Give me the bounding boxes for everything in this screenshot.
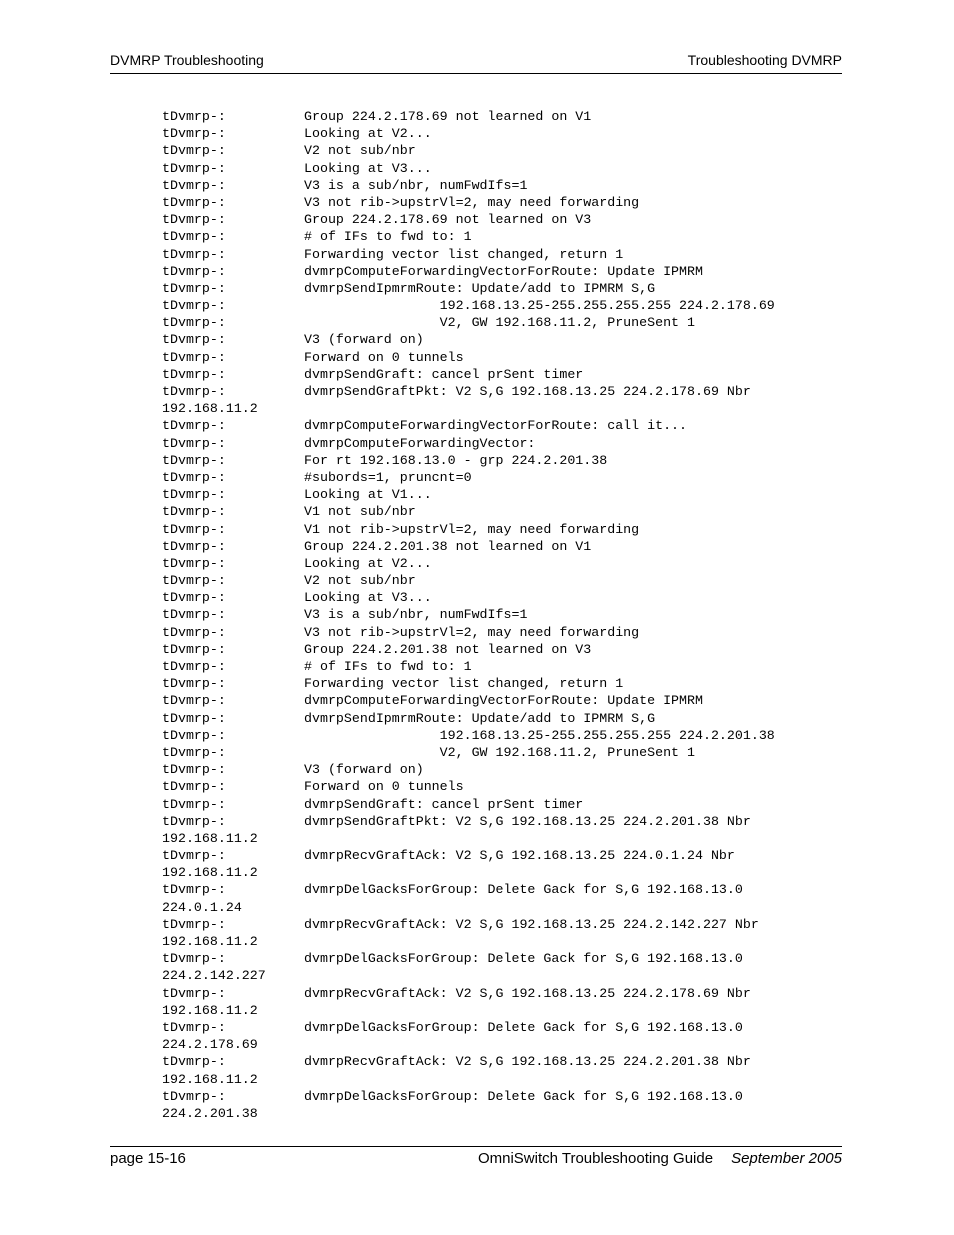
log-message: 224.0.1.24 [162, 899, 242, 915]
log-line [162, 641, 894, 658]
log-message: dvmrpSendGraft: cancel prSent timer [304, 366, 584, 382]
log-message: dvmrpSendIpmrmRoute: Update/add to IPMRM S,G [304, 710, 656, 726]
log-source: tDvmrp-: [162, 796, 226, 812]
log-source: tDvmrp-: [162, 487, 226, 503]
log-line [162, 555, 894, 572]
log-line [162, 796, 894, 813]
log-line [162, 1019, 894, 1036]
log-source: tDvmrp-: [162, 298, 226, 314]
log-line [162, 744, 894, 761]
log-line [162, 916, 894, 933]
log-message: 192.168.11.2 [162, 830, 258, 846]
log-source: tDvmrp-: [162, 951, 226, 967]
log-line [162, 228, 894, 245]
log-source: tDvmrp-: [162, 1019, 226, 1035]
log-line [162, 1053, 894, 1070]
log-line [162, 349, 894, 366]
log-line [162, 263, 894, 280]
header-rule [110, 73, 842, 74]
log-message: V3 not rib->upstrVl=2, may need forwarding [304, 194, 640, 210]
log-line [162, 486, 894, 503]
log-message: 192.168.11.2 [162, 401, 258, 417]
log-line [162, 933, 894, 950]
log-source: tDvmrp-: [162, 590, 226, 606]
log-line [162, 606, 894, 623]
log-message: Group 224.2.178.69 not learned on V3 [304, 212, 592, 228]
log-line [162, 950, 894, 967]
log-line [162, 211, 894, 228]
log-line [162, 1036, 894, 1053]
log-message: Looking at V2... [304, 126, 432, 142]
log-message: dvmrpSendGraft: cancel prSent timer [304, 796, 584, 812]
log-message: 192.168.11.2 [162, 1071, 258, 1087]
log-message: dvmrpRecvGraftAck: V2 S,G 192.168.13.25 224.2.201.38 Nbr [304, 1054, 751, 1070]
log-line [162, 400, 894, 417]
log-source: tDvmrp-: [162, 280, 226, 296]
page-footer [110, 1150, 842, 1172]
log-line [162, 280, 894, 297]
log-source: tDvmrp-: [162, 177, 226, 193]
log-line [162, 985, 894, 1002]
log-source: tDvmrp-: [162, 212, 226, 228]
log-source: tDvmrp-: [162, 315, 226, 331]
log-message: V1 not rib->upstrVl=2, may need forwarding [304, 521, 640, 537]
log-message: V2, GW 192.168.11.2, PruneSent 1 [304, 744, 695, 760]
log-source: tDvmrp-: [162, 229, 226, 245]
log-message: V3 is a sub/nbr, numFwdIfs=1 [304, 177, 528, 193]
log-message: 192.168.11.2 [162, 865, 258, 881]
log-line [162, 452, 894, 469]
log-line [162, 881, 894, 898]
log-source: tDvmrp-: [162, 607, 226, 623]
log-message: dvmrpDelGacksForGroup: Delete Gack for S,G 192.168.13.0 [304, 1019, 743, 1035]
log-line [162, 967, 894, 984]
log-line [162, 761, 894, 778]
log-message: V2, GW 192.168.11.2, PruneSent 1 [304, 315, 695, 331]
publication-date: September 2005 [731, 1150, 842, 1167]
log-message: dvmrpSendGraftPkt: V2 S,G 192.168.13.25 224.2.178.69 Nbr [304, 384, 751, 399]
log-line [162, 1071, 894, 1088]
log-line [162, 108, 894, 125]
log-line [162, 125, 894, 142]
log-message: Looking at V2... [304, 555, 432, 571]
log-line [162, 383, 894, 400]
log-source: tDvmrp-: [162, 659, 226, 674]
log-message: V3 not rib->upstrVl=2, may need forwarding [304, 624, 640, 640]
log-line [162, 521, 894, 538]
log-line [162, 572, 894, 589]
log-message: Forwarding vector list changed, return 1 [304, 676, 624, 692]
log-source: tDvmrp-: [162, 452, 226, 468]
log-source: tDvmrp-: [162, 848, 226, 864]
guide-title: OmniSwitch Troubleshooting Guide [477, 1150, 714, 1167]
log-message: V2 not sub/nbr [304, 143, 416, 159]
log-message: dvmrpRecvGraftAck: V2 S,G 192.168.13.25 224.2.142.227 Nbr [304, 916, 759, 932]
log-line [162, 589, 894, 606]
log-message: V3 (forward on) [304, 332, 424, 348]
log-source: tDvmrp-: [162, 504, 226, 520]
log-line [162, 503, 894, 520]
log-source: tDvmrp-: [162, 693, 226, 709]
log-message: Forward on 0 tunnels [304, 349, 464, 365]
log-message: 192.168.11.2 [162, 1002, 258, 1018]
log-source: tDvmrp-: [162, 349, 226, 365]
log-message: dvmrpComputeForwardingVector: [304, 435, 536, 451]
log-message: 224.2.201.38 [162, 1105, 258, 1121]
log-source: tDvmrp-: [162, 435, 226, 451]
log-line [162, 435, 894, 452]
log-source: tDvmrp-: [162, 882, 226, 898]
log-message: # of IFs to fwd to: 1 [304, 659, 472, 674]
log-source: tDvmrp-: [162, 916, 226, 932]
log-source: tDvmrp-: [162, 366, 226, 382]
log-source: tDvmrp-: [162, 985, 226, 1001]
log-source: tDvmrp-: [162, 246, 226, 262]
log-source: tDvmrp-: [162, 676, 226, 692]
log-message: V3 (forward on) [304, 762, 424, 778]
log-message: V3 is a sub/nbr, numFwdIfs=1 [304, 607, 528, 623]
log-line [162, 1105, 894, 1122]
log-message: V2 not sub/nbr [304, 573, 416, 589]
log-line [162, 177, 894, 194]
log-message: dvmrpDelGacksForGroup: Delete Gack for S,G 192.168.13.0 [304, 951, 743, 967]
log-message: #subords=1, pruncnt=0 [304, 469, 472, 485]
log-message: # of IFs to fwd to: 1 [304, 229, 472, 245]
log-source: tDvmrp-: [162, 641, 226, 657]
log-line [162, 847, 894, 864]
log-message: 224.2.142.227 [162, 968, 266, 984]
footer-guide-info [478, 1150, 842, 1167]
log-message: dvmrpComputeForwardingVectorForRoute: call it... [304, 418, 688, 434]
log-source: tDvmrp-: [162, 538, 226, 554]
log-message: dvmrpSendIpmrmRoute: Update/add to IPMRM S,G [304, 280, 656, 296]
header-chapter-title: Troubleshooting DVMRP [687, 52, 842, 68]
log-line [162, 658, 894, 675]
page-header [110, 50, 842, 74]
log-source: tDvmrp-: [162, 521, 226, 537]
log-message: Group 224.2.178.69 not learned on V1 [304, 109, 592, 124]
log-source: tDvmrp-: [162, 126, 226, 142]
log-line [162, 160, 894, 177]
log-message: dvmrpComputeForwardingVectorForRoute: Update IPMRM [304, 263, 703, 279]
log-source: tDvmrp-: [162, 744, 226, 760]
log-message: dvmrpRecvGraftAck: V2 S,G 192.168.13.25 224.0.1.24 Nbr [304, 848, 735, 864]
log-message: dvmrpComputeForwardingVectorForRoute: Update IPMRM [304, 693, 703, 709]
log-source: tDvmrp-: [162, 1054, 226, 1070]
log-line [162, 710, 894, 727]
log-message: V1 not sub/nbr [304, 504, 416, 520]
log-source: tDvmrp-: [162, 332, 226, 348]
log-message: dvmrpSendGraftPkt: V2 S,G 192.168.13.25 224.2.201.38 Nbr [304, 813, 751, 829]
log-message: Forward on 0 tunnels [304, 779, 464, 795]
log-source: tDvmrp-: [162, 384, 226, 399]
header-section-title: DVMRP Troubleshooting [110, 52, 264, 68]
footer-rule [110, 1146, 842, 1147]
log-line [162, 331, 894, 348]
log-source: tDvmrp-: [162, 263, 226, 279]
log-message: Looking at V3... [304, 160, 432, 176]
log-source: tDvmrp-: [162, 573, 226, 589]
log-line [162, 538, 894, 555]
log-line [162, 417, 894, 434]
log-line [162, 297, 894, 314]
log-message: Forwarding vector list changed, return 1 [304, 246, 624, 262]
log-message: Looking at V1... [304, 487, 432, 503]
log-message: 192.168.11.2 [162, 934, 258, 949]
log-source: tDvmrp-: [162, 624, 226, 640]
log-source: tDvmrp-: [162, 710, 226, 726]
log-message: Group 224.2.201.38 not learned on V3 [304, 641, 592, 657]
log-line [162, 899, 894, 916]
log-line [162, 830, 894, 847]
log-line [162, 1002, 894, 1019]
log-line [162, 194, 894, 211]
log-source: tDvmrp-: [162, 469, 226, 485]
log-message: Group 224.2.201.38 not learned on V1 [304, 538, 592, 554]
log-source: tDvmrp-: [162, 813, 226, 829]
log-source: tDvmrp-: [162, 779, 226, 795]
log-message: 192.168.13.25-255.255.255.255 224.2.201.38 [304, 727, 775, 743]
log-line [162, 366, 894, 383]
log-source: tDvmrp-: [162, 109, 226, 124]
log-line [162, 778, 894, 795]
log-line [162, 246, 894, 263]
log-line [162, 142, 894, 159]
log-line [162, 692, 894, 709]
log-line [162, 314, 894, 331]
log-source: tDvmrp-: [162, 143, 226, 159]
log-line [162, 469, 894, 486]
log-source: tDvmrp-: [162, 160, 226, 176]
log-source: tDvmrp-: [162, 727, 226, 743]
log-message: 192.168.13.25-255.255.255.255 224.2.178.69 [304, 298, 775, 314]
log-line [162, 675, 894, 692]
log-source: tDvmrp-: [162, 762, 226, 778]
log-source: tDvmrp-: [162, 555, 226, 571]
log-message: Looking at V3... [304, 590, 432, 606]
log-message: For rt 192.168.13.0 - grp 224.2.201.38 [304, 452, 608, 468]
log-message: dvmrpDelGacksForGroup: Delete Gack for S,G 192.168.13.0 [304, 1088, 743, 1104]
log-message: 224.2.178.69 [162, 1037, 258, 1053]
log-message: dvmrpRecvGraftAck: V2 S,G 192.168.13.25 224.2.178.69 Nbr [304, 985, 751, 1001]
log-source: tDvmrp-: [162, 418, 226, 434]
log-line [162, 864, 894, 881]
log-line [162, 813, 894, 830]
log-source: tDvmrp-: [162, 1088, 226, 1104]
log-source: tDvmrp-: [162, 194, 226, 210]
log-line [162, 1088, 894, 1105]
log-line [162, 624, 894, 641]
log-message: dvmrpDelGacksForGroup: Delete Gack for S,G 192.168.13.0 [304, 882, 743, 898]
debug-log-listing [162, 108, 894, 1122]
log-line [162, 727, 894, 744]
page-number: page 15-16 [110, 1150, 186, 1167]
